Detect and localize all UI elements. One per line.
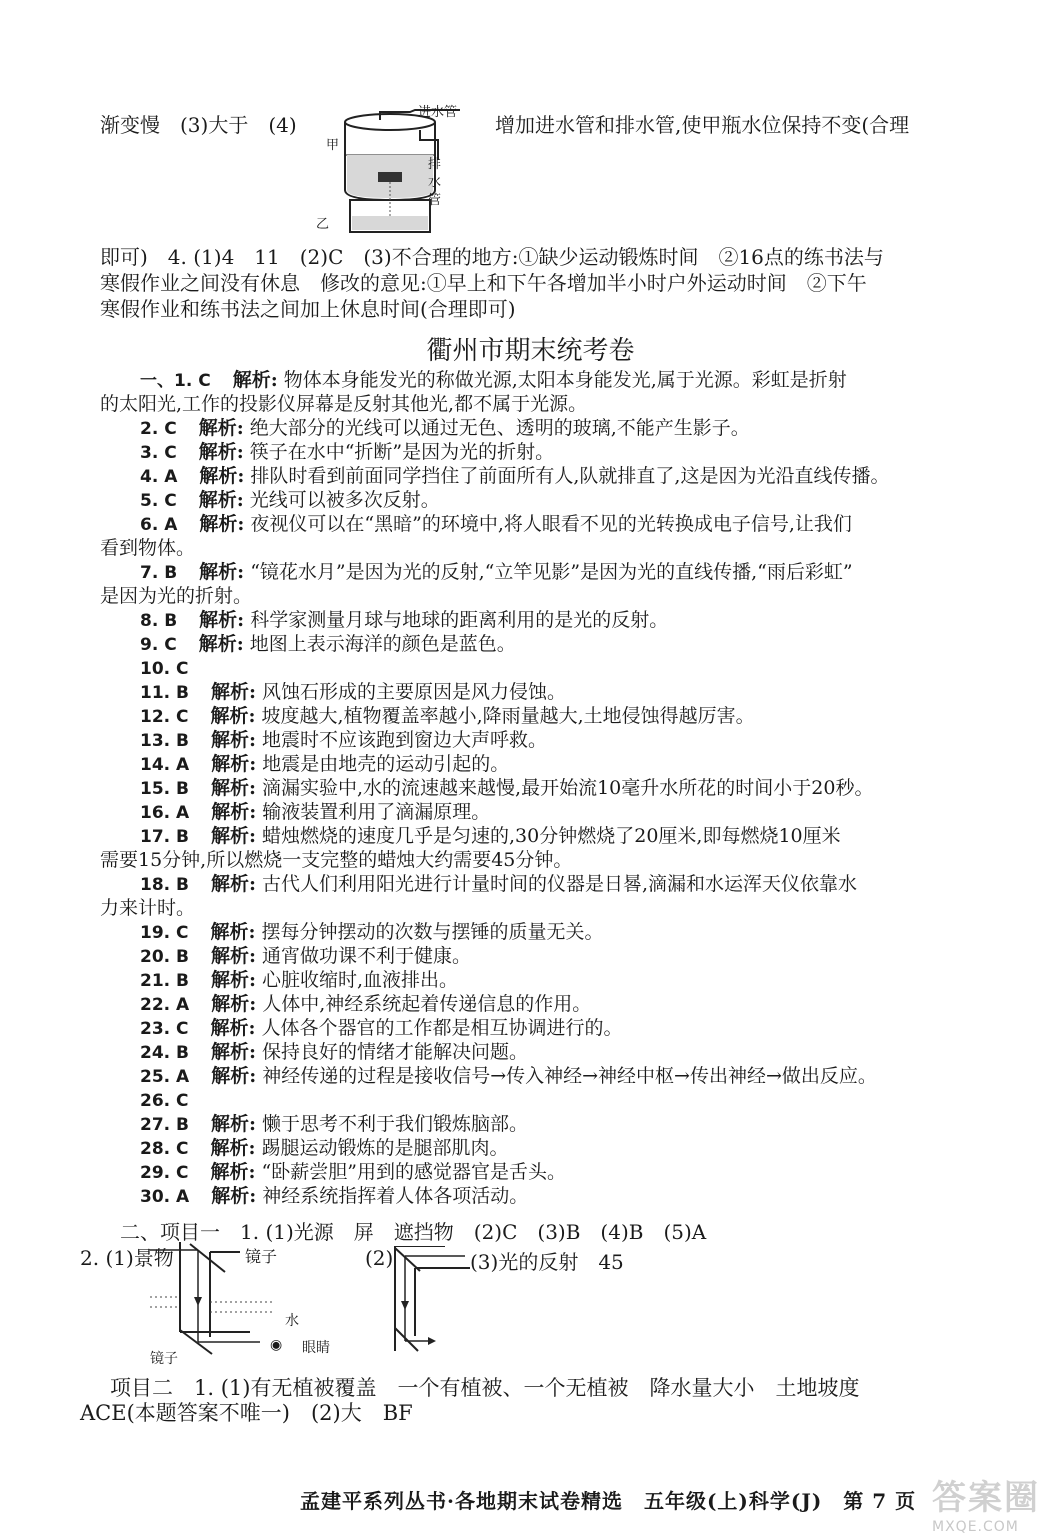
fig-label-inlet: 进水管: [418, 105, 458, 120]
answer-number: 12. C: [140, 707, 189, 727]
answer-label: 解析:: [211, 873, 257, 895]
answer-text: 物体本身能发光的称做光源,太阳本身能发光,属于光源。彩虹是折射: [283, 369, 847, 391]
answer-row: [140, 1112, 528, 1137]
answer-text: 夜视仪可以在“黑暗”的环境中,将人眼看不见的光转换成电子信号,让我们: [250, 513, 852, 535]
answer-label: 解析:: [211, 1041, 257, 1063]
answer-number: 21. B: [140, 971, 189, 991]
answer-label: 解析:: [198, 417, 244, 439]
answer-label: 解析:: [210, 705, 256, 727]
answer-text: 筷子在水中“折断”是因为光的折射。: [249, 441, 555, 463]
answer-text: 地图上表示海洋的颜色是蓝色。: [249, 633, 516, 655]
project1-part2: (2): [365, 1246, 394, 1270]
answer-number: 2. C: [140, 419, 177, 439]
answer-label: 解析:: [210, 921, 256, 943]
answer-number: 9. C: [140, 635, 177, 655]
top-line1-b: 增加进水管和排水管,使甲瓶水位保持不变(合理: [495, 113, 910, 137]
answer-number: 11. B: [140, 683, 189, 703]
answer-row: [140, 752, 509, 777]
top-line4: 寒假作业和练书法之间加上休息时间(合理即可): [100, 297, 516, 321]
answer-label: 解析:: [211, 1113, 257, 1135]
answer-text: 输液装置利用了滴漏原理。: [262, 801, 491, 823]
answer-row: [140, 1040, 528, 1065]
answer-number: 20. B: [140, 947, 189, 967]
project1-part3: (3)光的反射 45: [470, 1250, 624, 1274]
answer-label: 解析:: [198, 633, 244, 655]
answer-text: 地震时不应该跑到窗边大声呼救。: [262, 729, 548, 751]
answer-row: [140, 800, 490, 825]
answer-row: [140, 824, 841, 849]
answer-number: 4. A: [140, 467, 178, 487]
answer-number: 29. C: [140, 1163, 189, 1183]
answer-number: 19. C: [140, 923, 189, 943]
answer-row: [140, 416, 750, 441]
answer-row: [140, 704, 755, 729]
label-eye: 眼睛: [302, 1340, 330, 1356]
project2-line1: 项目二 1. (1)有无植被覆盖 一个有植被、一个无植被 降水量大小 土地坡度: [110, 1376, 860, 1400]
fig-label-jia: 甲: [326, 138, 340, 153]
answer-number: 27. B: [140, 1115, 189, 1135]
answer-row: [140, 488, 440, 513]
top-line1-a: 渐变慢 (3)大于 (4): [100, 113, 297, 137]
answer-number: 26. C: [140, 1091, 189, 1111]
label-water: 水: [285, 1313, 299, 1329]
answer-row: [140, 632, 516, 657]
answer-row: [140, 656, 217, 681]
fig-label-outlet: 排 水 管: [428, 157, 442, 208]
answer-number: 6. A: [140, 515, 178, 535]
label-mirror-top: 镜子: [245, 1247, 278, 1266]
answer-label: 解析:: [211, 945, 257, 967]
answer-label: 解析:: [211, 729, 257, 751]
watermark-logo: 答案圈 MXQE.COM: [932, 1478, 1040, 1535]
answer-text: 蜡烛燃烧的速度几乎是匀速的,30分钟燃烧了20厘米,即每燃烧10厘米: [262, 825, 841, 847]
answer-row: [140, 944, 471, 969]
answer-number: 18. B: [140, 875, 189, 895]
answer-row: [140, 512, 852, 537]
answer-number: 17. B: [140, 827, 189, 847]
answer-label: 解析:: [199, 465, 245, 487]
answer-label: 解析:: [211, 825, 257, 847]
answer-label: 解析:: [211, 777, 257, 799]
answer-number: 28. C: [140, 1139, 189, 1159]
answer-number: 15. B: [140, 779, 189, 799]
answer-number: 13. B: [140, 731, 189, 751]
answer-text: 古代人们利用阳光进行计量时间的仪器是日晷,滴漏和水运浑天仪依靠水: [262, 873, 858, 895]
answer-label: 解析:: [199, 513, 245, 535]
answer-text: 滴漏实验中,水的流速越来越慢,最开始流10毫升水所花的时间小于20秒。: [262, 777, 874, 799]
answer-row: [140, 560, 853, 585]
answer-continuation: 力来计时。: [100, 897, 196, 919]
project2-line2: ACE(本题答案不唯一) (2)大 BF: [80, 1401, 413, 1425]
answer-number: 25. A: [140, 1067, 190, 1087]
answer-text: 摆每分钟摆动的次数与摆锤的质量无关。: [261, 921, 604, 943]
answer-row: [140, 608, 668, 633]
answer-row: [140, 920, 604, 945]
answer-number: 14. A: [140, 755, 190, 775]
answer-continuation: 是因为光的折射。: [100, 585, 253, 607]
answer-row: [140, 968, 458, 993]
answer-text: “卧薪尝胆”用到的感觉器官是舌头。: [261, 1161, 566, 1183]
answer-text: 风蚀石形成的主要原因是风力侵蚀。: [262, 681, 567, 703]
answer-number: 一、1. C: [140, 371, 211, 391]
answer-number: 10. C: [140, 659, 189, 679]
answer-label: 解析:: [211, 1185, 257, 1207]
answer-row: [140, 464, 889, 489]
answer-text: 保持良好的情绪才能解决问题。: [262, 1041, 529, 1063]
answer-number: 24. B: [140, 1043, 189, 1063]
answer-number: 22. A: [140, 995, 190, 1015]
answer-row: [140, 1184, 528, 1209]
answer-text: 绝大部分的光线可以通过无色、透明的玻璃,不能产生影子。: [249, 417, 750, 439]
label-mirror-bottom: 镜子: [150, 1351, 178, 1367]
answer-text: 光线可以被多次反射。: [249, 489, 440, 511]
answer-row: [140, 872, 857, 897]
answer-text: 通宵做功课不利于健康。: [262, 945, 472, 967]
answer-label: 解析:: [232, 369, 278, 391]
answer-label: 解析:: [211, 753, 257, 775]
answer-label: 解析:: [211, 993, 257, 1015]
answer-text: 神经系统指挥着人体各项活动。: [262, 1185, 529, 1207]
answer-text: 踢腿运动锻炼的是腿部肌肉。: [261, 1137, 509, 1159]
answer-continuation: 需要15分钟,所以燃烧一支完整的蜡烛大约需要45分钟。: [100, 849, 573, 871]
fig-label-yi: 乙: [316, 217, 330, 232]
periscope-diagram-2: [390, 1246, 470, 1356]
eye-icon: ◉: [270, 1337, 283, 1353]
answer-row: [140, 1088, 217, 1113]
answer-label: 解析:: [211, 969, 257, 991]
answer-text: 神经传递的过程是接收信号→传入神经→神经中枢→传出神经→做出反应。: [262, 1065, 877, 1087]
answer-text: 排队时看到前面同学挡住了前面所有人,队就排直了,这是因为光沿直线传播。: [250, 465, 890, 487]
top-line2: 即可) 4. (1)4 11 (2)C (3)不合理的地方:①缺少运动锻炼时间 ②16点的练书法与: [100, 245, 884, 269]
answer-row: [140, 776, 873, 801]
top-line3: 寒假作业之间没有休息 修改的意见:①早上和下午各增加半小时户外运动时间 ②下午: [100, 271, 867, 295]
answer-label: 解析:: [210, 1161, 256, 1183]
answer-text: “镜花水月”是因为光的反射,“立竿见影”是因为光的直线传播,“雨后彩虹”: [250, 561, 853, 583]
section-title: 衢州市期末统考卷: [426, 336, 635, 366]
answer-text: 懒于思考不利于我们锻炼脑部。: [262, 1113, 529, 1135]
answer-label: 解析:: [210, 1017, 256, 1039]
water-clock-figure: [320, 100, 480, 240]
project1-q2-label: 2. (1)景物: [80, 1246, 174, 1270]
answer-number: 3. C: [140, 443, 177, 463]
answer-row: [140, 728, 547, 753]
answer-label: 解析:: [199, 609, 245, 631]
answer-number: 30. A: [140, 1187, 190, 1207]
answer-label: 解析:: [210, 1137, 256, 1159]
project1-line1: 二、项目一 1. (1)光源 屏 遮挡物 (2)C (3)B (4)B (5)A: [120, 1220, 707, 1244]
answer-row: [140, 1016, 623, 1041]
answer-label: 解析:: [199, 561, 245, 583]
answer-continuation: 看到物体。: [100, 537, 196, 559]
answer-row: [140, 440, 554, 465]
page-footer: 孟建平系列丛书·各地期末试卷精选 五年级(上)科学(J) 第 7 页: [300, 1489, 917, 1513]
answer-text: 人体各个器官的工作都是相互协调进行的。: [261, 1017, 623, 1039]
answer-row: [140, 368, 847, 393]
answer-label: 解析:: [198, 489, 244, 511]
answer-number: 16. A: [140, 803, 190, 823]
answer-text: 科学家测量月球与地球的距离利用的是光的反射。: [250, 609, 669, 631]
answer-label: 解析:: [211, 801, 257, 823]
answer-row: [140, 1160, 566, 1185]
answer-number: 5. C: [140, 491, 177, 511]
answer-number: 7. B: [140, 563, 178, 583]
answer-text: 心脏收缩时,血液排出。: [262, 969, 459, 991]
answer-number: 8. B: [140, 611, 178, 631]
answer-label: 解析:: [211, 1065, 257, 1087]
answer-number: 23. C: [140, 1019, 189, 1039]
answer-continuation: 的太阳光,工作的投影仪屏幕是反射其他光,都不属于光源。: [100, 393, 588, 415]
answer-row: [140, 680, 566, 705]
answer-text: 人体中,神经系统起着传递信息的作用。: [262, 993, 592, 1015]
answer-text: 地震是由地壳的运动引起的。: [262, 753, 510, 775]
answer-row: [140, 992, 591, 1017]
answer-text: 坡度越大,植物覆盖率越小,降雨量越大,土地侵蚀得越厉害。: [261, 705, 755, 727]
answer-row: [140, 1064, 877, 1089]
answer-label: 解析:: [198, 441, 244, 463]
answer-label: 解析:: [211, 681, 257, 703]
answer-row: [140, 1136, 509, 1161]
